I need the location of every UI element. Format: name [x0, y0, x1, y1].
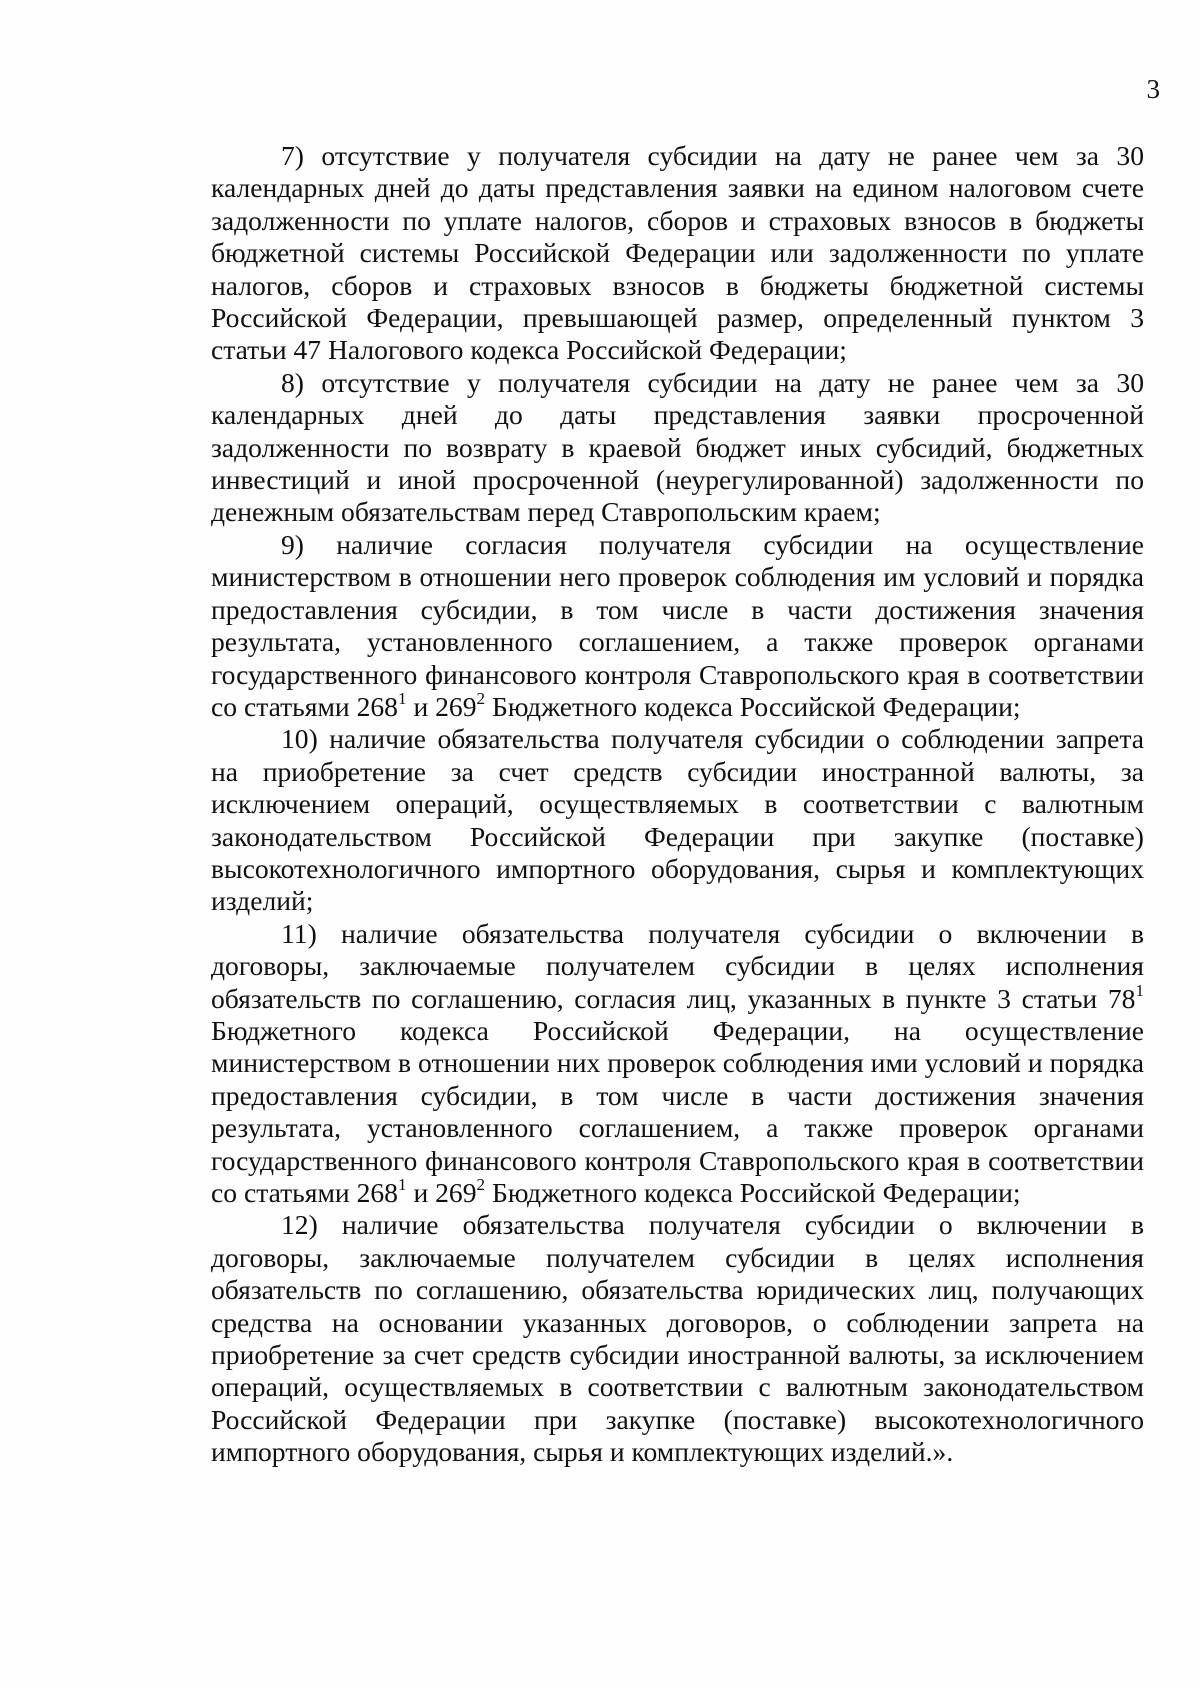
- paragraph-text: Бюджетного кодекса Российской Федерации;: [485, 1177, 1021, 1208]
- paragraph-p7: [211, 140, 1144, 367]
- paragraph-text: Бюджетного кодекса Российской Федерации;: [485, 690, 1021, 722]
- paragraph-text: 9) наличие согласия получателя субсидии на осуществление министерством в отношении него проверок соблюдения им условий и порядка предоставления субсидии, в том числе в части достижения значения результата, установленного соглашением, а также проверок органами государственного финансового контроля Ставропольского края в соответствии со статьями 268: [211, 528, 1144, 722]
- paragraph-text: и 269: [406, 690, 477, 722]
- superscript: 2: [476, 1175, 486, 1195]
- superscript: 1: [397, 1175, 407, 1195]
- paragraph-text: и 269: [406, 1177, 477, 1208]
- paragraph-p10: [211, 723, 1144, 917]
- paragraph-p11: [211, 918, 1144, 1210]
- superscript: 2: [476, 688, 486, 708]
- paragraph-p12: [211, 1209, 1144, 1468]
- paragraph-text: 11) наличие обязательства получателя субсидии о включении в договоры, заключаемые получателем субсидии в целях исполнения обязательств по соглашению, согласия лиц, указанных в пункте 3 статьи 78: [211, 917, 1144, 1014]
- page-number: 3: [1146, 74, 1160, 104]
- document-body: [211, 140, 1144, 1469]
- paragraph-text: 8) отсутствие у получателя субсидии на дату не ранее чем за 30 календарных дней до даты представления заявки просроченной задолженности по возврату в краевой бюджет иных субсидий, бюджетных инвестиций и иной просроченной (неурегулированной) задолженности по денежным обязательствам перед Ставропольским краем;: [211, 366, 1144, 528]
- paragraph-p9: [211, 529, 1144, 723]
- paragraph-text: 7) отсутствие у получателя субсидии на дату не ранее чем за 30 календарных дней до даты представления заявки на едином налоговом счете задолженности по уплате налогов, сборов и страховых взносов в бюджеты бюджетной системы Российской Федерации или задолженности по уплате налогов, сборов и страховых взносов в бюджеты бюджетной системы Российской Федерации, превышающей размер, определенный пунктом 3 статьи 47 Налогового кодекса Российской Федерации;: [211, 140, 1144, 366]
- paragraph-text: Бюджетного кодекса Российской Федерации, на осуществление министерством в отношении них проверок соблюдения ими условий и порядка предоставления субсидии, в том числе в части достижения значения результата, установленного соглашением, а также проверок органами государственного финансового контроля Ставропольского края в соответствии со статьями 268: [211, 1014, 1144, 1208]
- superscript: 1: [397, 688, 407, 708]
- paragraph-p8: [211, 367, 1144, 529]
- paragraph-text: 10) наличие обязательства получателя субсидии о соблюдении запрета на приобретение за счет средств субсидии иностранной валюты, за исключением операций, осуществляемых в соответствии с валютным законодательством Российской Федерации при закупке (поставке) высокотехнологичного импортного оборудования, сырья и комплектующих изделий;: [211, 723, 1144, 917]
- paragraph-text: 12) наличие обязательства получателя субсидии о включении в договоры, заключаемые получателем субсидии в целях исполнения обязательств по соглашению, обязательства юридических лиц, получающих средства на основании указанных договоров, о соблюдении запрета на приобретение за счет средств субсидии иностранной валюты, за исключением операций, осуществляемых в соответствии с валютным законодательством Российской Федерации при закупке (поставке) высокотехнологичного импортного оборудования, сырья и комплектующих изделий.».: [211, 1209, 1144, 1468]
- superscript: 1: [1135, 980, 1144, 1000]
